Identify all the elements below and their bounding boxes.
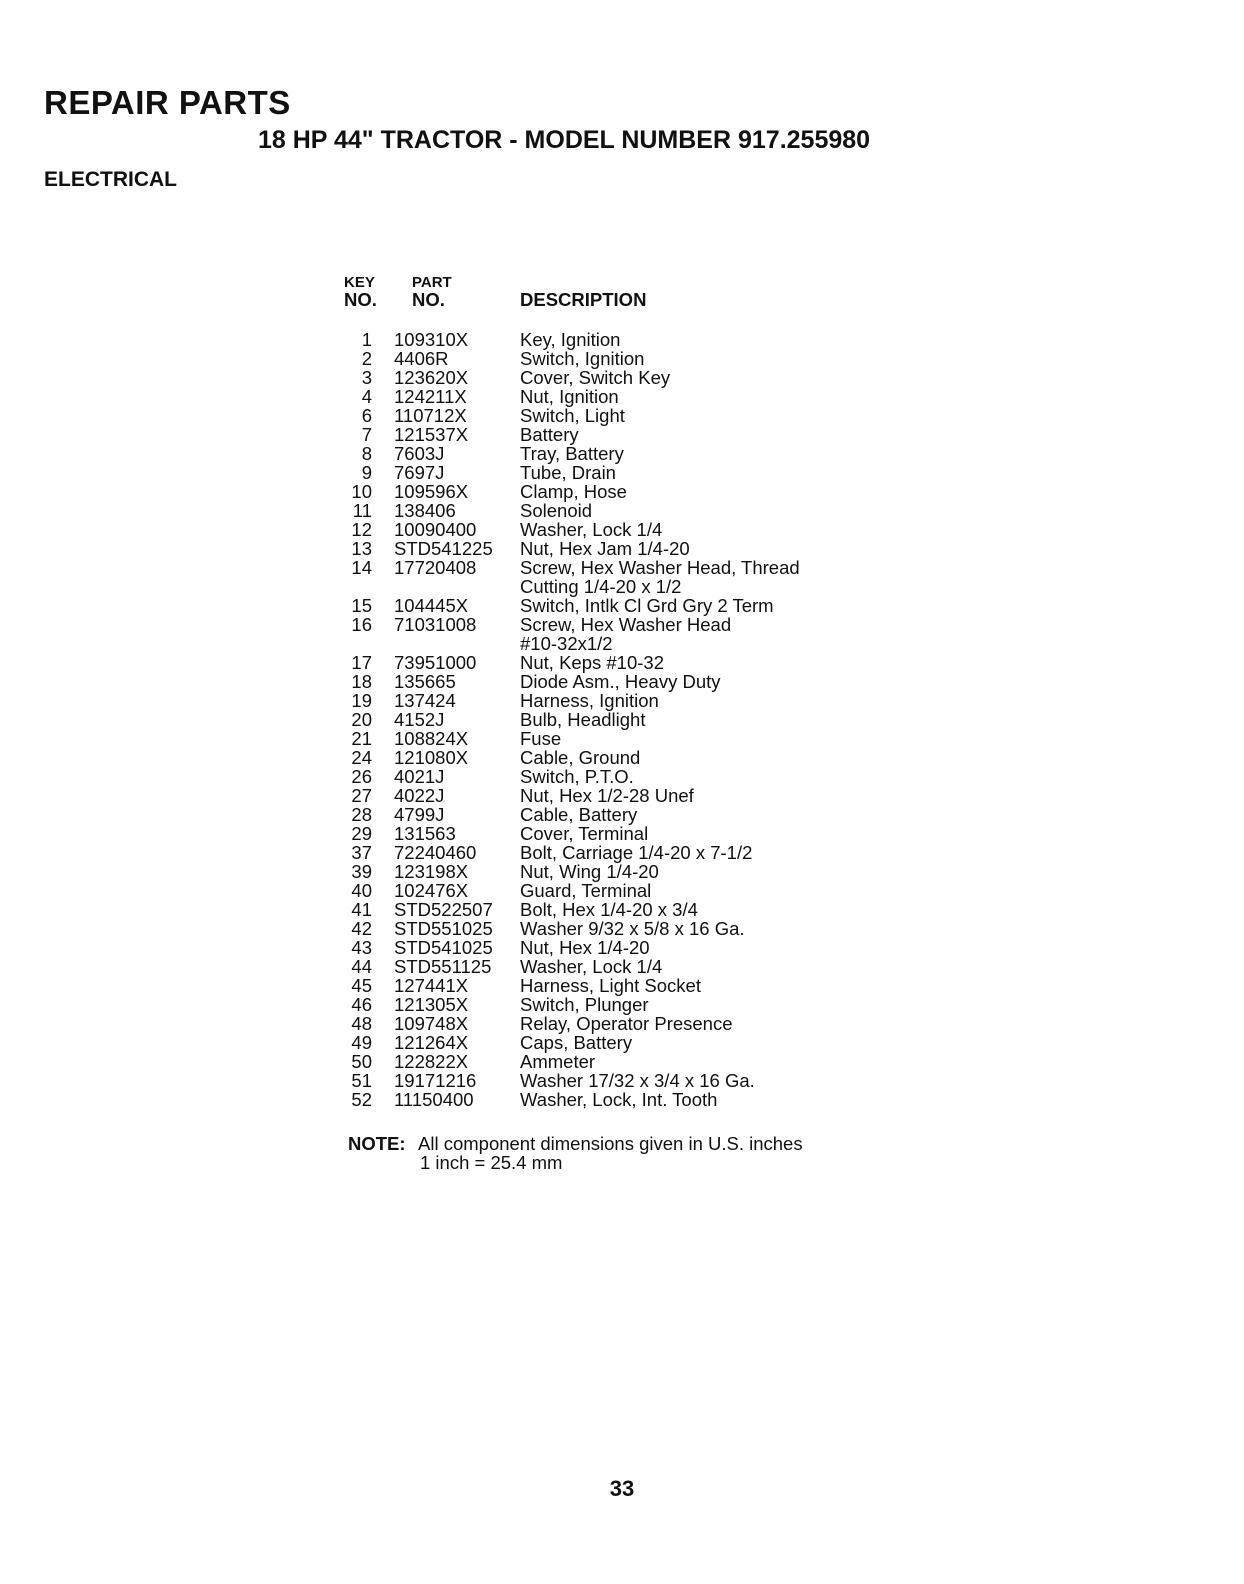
- key-no-cell: 48: [351, 1013, 372, 1034]
- description-cell: Tube, Drain: [520, 462, 616, 483]
- description-cell: Cover, Terminal: [520, 823, 649, 844]
- table-row: [340, 729, 860, 748]
- part-no-cell: 124211X: [394, 386, 467, 407]
- key-no-cell: 37: [351, 842, 372, 863]
- description-cell: Caps, Battery: [520, 1032, 633, 1053]
- table-row: [340, 843, 860, 862]
- key-no-cell: 1: [361, 329, 372, 350]
- description-cell: Cable, Ground: [520, 747, 641, 768]
- table-row: [340, 1052, 860, 1071]
- key-no-cell: 2: [361, 348, 372, 369]
- part-no-cell: [372, 577, 520, 596]
- table-row: [340, 330, 860, 349]
- table-row: [340, 900, 860, 919]
- part-no-cell: 110712X: [394, 405, 467, 426]
- description-cell: Harness, Ignition: [520, 690, 659, 711]
- description-cell: Bolt, Carriage 1/4-20 x 7-1/2: [520, 842, 753, 863]
- part-no-cell: 131563: [394, 823, 456, 844]
- key-no-cell: 43: [351, 937, 372, 958]
- table-row: [340, 957, 860, 976]
- table-row: [340, 539, 860, 558]
- key-no-cell: 26: [351, 766, 372, 787]
- part-no-cell: 4021J: [394, 766, 445, 787]
- table-row: [340, 425, 860, 444]
- key-no-cell: 42: [351, 918, 372, 939]
- note-line-2: 1 inch = 25.4 mm: [420, 1152, 563, 1173]
- table-row: [340, 463, 860, 482]
- key-no-cell: [340, 577, 372, 596]
- part-no-cell: STD551025: [394, 918, 493, 939]
- part-no-cell: 7603J: [394, 443, 445, 464]
- description-cell: Bolt, Hex 1/4-20 x 3/4: [520, 899, 698, 920]
- part-no-header: [382, 276, 520, 310]
- key-no-cell: 44: [351, 956, 372, 977]
- description-cell: Cutting 1/4-20 x 1/2: [520, 576, 682, 597]
- note-body: [418, 1134, 803, 1172]
- table-row: [340, 653, 860, 672]
- table-row: [340, 1014, 860, 1033]
- table-row: [340, 444, 860, 463]
- table-row: [340, 938, 860, 957]
- part-no-cell: 121537X: [394, 424, 469, 445]
- part-no-cell: 11150400: [394, 1089, 474, 1110]
- part-no-cell: 4022J: [394, 785, 445, 806]
- part-no-cell: STD522507: [394, 899, 493, 920]
- description-cell: Washer 17/32 x 3/4 x 16 Ga.: [520, 1070, 755, 1091]
- table-row: [340, 1071, 860, 1090]
- part-no-cell: 7697J: [394, 462, 445, 483]
- key-header-bottom: NO.: [344, 289, 377, 310]
- table-row: [340, 634, 860, 653]
- description-cell: Switch, Light: [520, 405, 625, 426]
- table-body: [340, 330, 860, 1109]
- table-row: [340, 976, 860, 995]
- part-no-cell: STD541225: [394, 538, 493, 559]
- key-no-cell: 41: [351, 899, 372, 920]
- parts-table: [340, 276, 860, 1109]
- description-cell: Diode Asm., Heavy Duty: [520, 671, 721, 692]
- table-row: [340, 995, 860, 1014]
- description-cell: Ammeter: [520, 1051, 596, 1072]
- part-no-cell: 121264X: [394, 1032, 469, 1053]
- table-row: [340, 786, 860, 805]
- part-no-cell: 122822X: [394, 1051, 469, 1072]
- part-no-cell: 104445X: [394, 595, 469, 616]
- key-no-cell: 16: [351, 614, 372, 635]
- table-row: [340, 368, 860, 387]
- table-row: [340, 691, 860, 710]
- key-no-cell: 39: [351, 861, 372, 882]
- key-header-top: KEY: [344, 276, 375, 290]
- part-header-top: PART: [412, 276, 452, 290]
- key-no-cell: 20: [351, 709, 372, 730]
- key-no-header: [340, 276, 382, 310]
- key-no-cell: 27: [351, 785, 372, 806]
- part-no-cell: 121080X: [394, 747, 469, 768]
- key-no-cell: 17: [351, 652, 372, 673]
- model-subtitle: 18 HP 44" TRACTOR - MODEL NUMBER 917.255980: [258, 126, 871, 154]
- part-no-cell: 137424: [394, 690, 456, 711]
- key-no-cell: 4: [361, 386, 372, 407]
- part-no-cell: 19171216: [394, 1070, 477, 1091]
- description-cell: Screw, Hex Washer Head: [520, 614, 732, 635]
- part-no-cell: 123198X: [394, 861, 469, 882]
- key-no-cell: 3: [361, 367, 372, 388]
- description-cell: Switch, P.T.O.: [520, 766, 634, 787]
- note-line-1: All component dimensions given in U.S. inches: [418, 1133, 803, 1154]
- description-cell: Nut, Wing 1/4-20: [520, 861, 659, 882]
- description-cell: Nut, Hex 1/2-28 Unef: [520, 785, 694, 806]
- table-row: [340, 1033, 860, 1052]
- part-no-cell: STD551125: [394, 956, 492, 977]
- part-header-bottom: NO.: [412, 289, 445, 310]
- description-cell: Switch, Intlk Cl Grd Gry 2 Term: [520, 595, 774, 616]
- description-cell: Washer 9/32 x 5/8 x 16 Ga.: [520, 918, 745, 939]
- key-no-cell: 40: [351, 880, 372, 901]
- description-cell: Cable, Battery: [520, 804, 638, 825]
- description-cell: Tray, Battery: [520, 443, 624, 464]
- part-no-cell: 135665: [394, 671, 456, 692]
- description-cell: Nut, Keps #10-32: [520, 652, 664, 673]
- description-cell: Harness, Light Socket: [520, 975, 701, 996]
- part-no-cell: 127441X: [394, 975, 469, 996]
- description-cell: Nut, Hex 1/4-20: [520, 937, 650, 958]
- table-row: [340, 349, 860, 368]
- description-cell: Guard, Terminal: [520, 880, 652, 901]
- description-cell: Switch, Ignition: [520, 348, 645, 369]
- key-no-cell: 52: [351, 1089, 372, 1110]
- part-no-cell: 71031008: [394, 614, 477, 635]
- table-row: [340, 596, 860, 615]
- description-cell: Switch, Plunger: [520, 994, 649, 1015]
- table-row: [340, 520, 860, 539]
- note-label: NOTE:: [348, 1133, 406, 1154]
- key-no-cell: 15: [351, 595, 372, 616]
- table-row: [340, 406, 860, 425]
- description-cell: Bulb, Headlight: [520, 709, 646, 730]
- description-cell: Key, Ignition: [520, 329, 621, 350]
- table-row: [340, 748, 860, 767]
- table-row: [340, 881, 860, 900]
- key-no-cell: 19: [351, 690, 372, 711]
- description-cell: Cover, Switch Key: [520, 367, 671, 388]
- description-cell: Fuse: [520, 728, 562, 749]
- table-row: [340, 1090, 860, 1109]
- part-no-cell: [372, 634, 520, 653]
- description-cell: Washer, Lock, Int. Tooth: [520, 1089, 718, 1110]
- table-row: [340, 482, 860, 501]
- part-no-cell: 121305X: [394, 994, 469, 1015]
- part-no-cell: 109748X: [394, 1013, 469, 1034]
- page-number: 33: [609, 1476, 635, 1501]
- table-row: [340, 387, 860, 406]
- part-no-cell: 123620X: [394, 367, 469, 388]
- table-row: [340, 919, 860, 938]
- table-row: [340, 672, 860, 691]
- section-title: ELECTRICAL: [44, 168, 177, 191]
- table-header: [340, 276, 860, 310]
- key-no-cell: 29: [351, 823, 372, 844]
- key-no-cell: 7: [361, 424, 372, 445]
- key-no-cell: 12: [351, 519, 372, 540]
- description-cell: Solenoid: [520, 500, 593, 521]
- table-row: [340, 767, 860, 786]
- note: [348, 1134, 803, 1172]
- part-no-cell: 4406R: [394, 348, 449, 369]
- part-no-cell: 109596X: [394, 481, 469, 502]
- key-no-cell: 45: [351, 975, 372, 996]
- description-cell: Nut, Hex Jam 1/4-20: [520, 538, 690, 559]
- key-no-cell: 51: [351, 1070, 372, 1091]
- key-no-cell: 9: [361, 462, 372, 483]
- part-no-cell: 102476X: [394, 880, 469, 901]
- part-no-cell: 138406: [394, 500, 456, 521]
- part-no-cell: 73951000: [394, 652, 477, 673]
- description-cell: Clamp, Hose: [520, 481, 627, 502]
- page-title: REPAIR PARTS: [44, 84, 291, 121]
- table-row: [340, 558, 860, 577]
- key-no-cell: 24: [351, 747, 372, 768]
- table-row: [340, 577, 860, 596]
- description-cell: Nut, Ignition: [520, 386, 619, 407]
- table-row: [340, 615, 860, 634]
- description-cell: #10-32x1/2: [520, 633, 613, 654]
- key-no-cell: 28: [351, 804, 372, 825]
- key-no-cell: 46: [351, 994, 372, 1015]
- part-no-cell: 108824X: [394, 728, 469, 749]
- description-cell: Washer, Lock 1/4: [520, 956, 663, 977]
- key-no-cell: 49: [351, 1032, 372, 1053]
- part-no-cell: 4152J: [394, 709, 445, 730]
- description-cell: Relay, Operator Presence: [520, 1013, 733, 1034]
- key-no-cell: 10: [351, 481, 372, 502]
- description-cell: Screw, Hex Washer Head, Thread: [520, 557, 800, 578]
- key-no-cell: 6: [361, 405, 372, 426]
- key-no-cell: 50: [351, 1051, 372, 1072]
- table-row: [340, 862, 860, 881]
- table-row: [340, 805, 860, 824]
- part-no-cell: 4799J: [394, 804, 445, 825]
- key-no-cell: 21: [351, 728, 372, 749]
- description-cell: Battery: [520, 424, 579, 445]
- part-no-cell: 17720408: [394, 557, 477, 578]
- description-header: DESCRIPTION: [520, 289, 647, 310]
- key-no-cell: 18: [351, 671, 372, 692]
- part-no-cell: 10090400: [394, 519, 477, 540]
- key-no-cell: 11: [352, 500, 372, 521]
- table-row: [340, 710, 860, 729]
- part-no-cell: STD541025: [394, 937, 493, 958]
- description-cell: Washer, Lock 1/4: [520, 519, 663, 540]
- table-row: [340, 824, 860, 843]
- part-no-cell: 109310X: [394, 329, 469, 350]
- key-no-cell: 14: [351, 557, 372, 578]
- key-no-cell: [340, 634, 372, 653]
- part-no-cell: 72240460: [394, 842, 477, 863]
- key-no-cell: 13: [351, 538, 372, 559]
- key-no-cell: 8: [361, 443, 372, 464]
- table-row: [340, 501, 860, 520]
